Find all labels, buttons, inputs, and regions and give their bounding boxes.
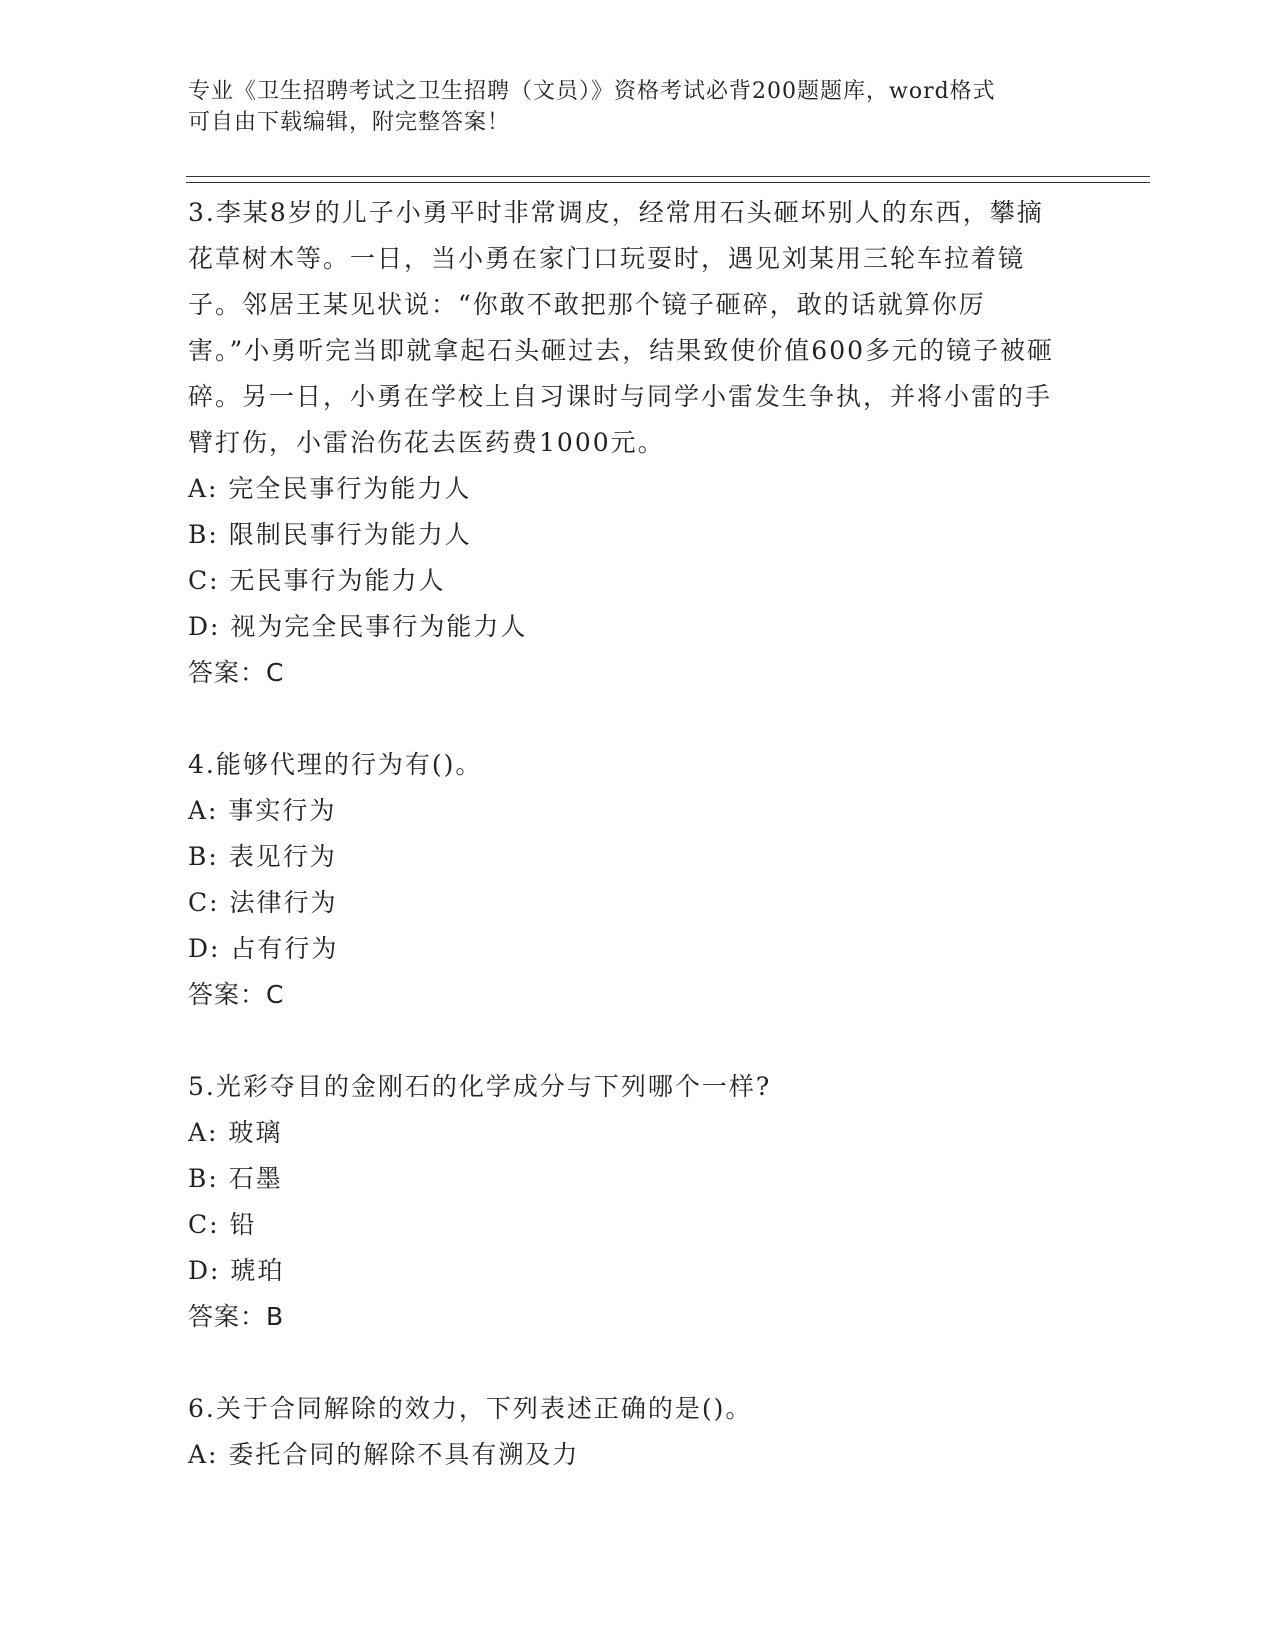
question-5 [188,1064,1068,1340]
question-6 [188,1386,1068,1478]
option-a: A: 玻璃 [188,1118,283,1147]
question-stem: 6.关于合同解除的效力，下列表述正确的是()。 [188,1394,753,1423]
header-line-1: 专业《卫生招聘考试之卫生招聘（文员）》资格考试必背200题题库，word格式 [188,79,996,104]
option-d: D: 视为完全民事行为能力人 [188,612,528,641]
answer-line: 答案：C [188,658,285,687]
question-3 [188,190,1068,696]
option-c: C: 铅 [188,1210,257,1239]
header-divider-top [186,176,1150,177]
option-a: A: 完全民事行为能力人 [188,474,472,503]
question-stem: 5.光彩夺目的金刚石的化学成分与下列哪个一样? [188,1072,772,1101]
question-stem: 3.李某8岁的儿子小勇平时非常调皮，经常用石头砸坏别人的东西，攀摘花草树木等。一日，当小勇在家门口玩耍时，遇见刘某用三轮车拉着镜子。邻居王某见状说：“你敢不敢把那个镜子砸碎，敢的话就算你厉害。”小勇听完当即就拿起石头砸过去，结果致使价值600多元的镜子被砸碎。另一日，小勇在学校上自习课时与同学小雷发生争执，并将小雷的手臂打伤，小雷治伤花去医药费1000元。 [188,198,1055,457]
option-b: B: 表见行为 [188,842,337,871]
option-a: A: 事实行为 [188,796,337,825]
question-stem: 4.能够代理的行为有()。 [188,750,483,779]
answer-line: 答案：C [188,980,285,1009]
question-list [188,190,1068,1524]
option-b: B: 石墨 [188,1164,283,1193]
question-4 [188,742,1068,1018]
option-c: C: 无民事行为能力人 [188,566,446,595]
header-divider-bottom [186,182,1150,183]
header-line-2: 可自由下载编辑，附完整答案！ [188,110,511,135]
answer-line: 答案：B [188,1302,285,1331]
option-c: C: 法律行为 [188,888,338,917]
document-header [188,76,1088,138]
option-d: D: 琥珀 [188,1256,285,1285]
option-b: B: 限制民事行为能力人 [188,520,472,549]
option-d: D: 占有行为 [188,934,339,963]
option-a: A: 委托合同的解除不具有溯及力 [188,1440,580,1469]
